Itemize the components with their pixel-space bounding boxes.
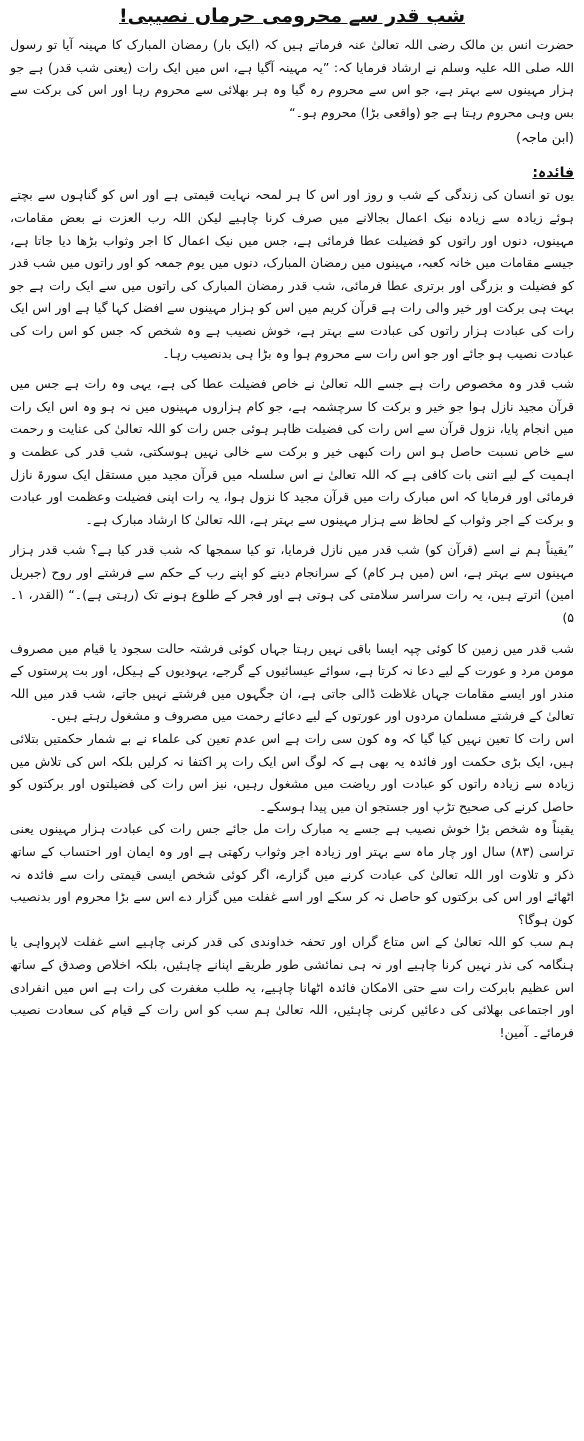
paragraph-6: ہم سب کو اللہ تعالیٰ کے اس متاع گراں اور تحفہ خداوندی کی قدر کرنی چاہیے اسے غفلت لاپرواہی یا ہنگامہ کی نذر نہیں کرنا چاہیے اور نہ ہی نمائشی طور طریقے اپنانے چاہئیں، بلکہ اخلاص وصدق کے ساتھ اس عظیم بابرکت رات سے حتی الامکان فائدہ اٹھانا چاہیے، یہ طلب مغفرت کی رات ہے اس میں انفرادی اور اجتماعی بھلائی کی دعائیں کرنی چاہئیں، اللہ تعالیٰ ہم سب کو اس رات کے قیام کی سعادت نصیب فرمائے۔ آمین! — [10, 934, 574, 1040]
paragraph-2: شب قدر وہ مخصوص رات ہے جسے اللہ تعالیٰ نے خاص فضیلت عطا کی ہے، یہی وہ رات ہے جس میں قرآن مجید نازل ہوا جو خیر و برکت کا سرچشمہ ہے، جو کام ہزاروں مہینوں میں نہ ہو وہ اس ایک رات میں انجام پایا، نزول قرآن سے اس رات کی فضیلت ظاہر ہوئی جس رات کو اللہ تعالیٰ کی عنایت و رحمت سے خاص نسبت حاصل ہو اس رات کبھی خیر و برکت سے خالی نہیں ہوسکتی، شب قدر کی عظمت و اہمیت کے لیے اتنی بات کافی ہے کہ اللہ تعالیٰ نے اس سلسلہ میں قرآن مجید میں مستقل ایک سورۃ نازل فرمائی اور فرمایا کہ اس مبارک رات میں قرآن مجید کا نزول ہوا، یہ رات اپنی فضیلت وعظمت اور عبادت و برکت کے اجر وثواب کے لحاظ سے ہزار مہینوں سے بہتر ہے، اللہ تعالیٰ کا ارشاد مبارک ہے۔ — [10, 376, 574, 527]
hadith-source: (ابن ماجہ) — [516, 131, 574, 147]
faida-heading: فائدہ: — [532, 165, 574, 182]
article-title: شب قدر سے محرومی حرماں نصیبی! — [119, 5, 465, 27]
paragraph-5: یقیناً وہ شخص بڑا خوش نصیب ہے جسے یہ مبارک رات مل جائے جس رات کی عبادت ہزار مہینوں یعنی تراسی (۸۳) سال اور چار ماہ سے بہتر اور زیادہ اجر وثواب رکھتی ہے اور وہ ایمان اور احتساب کے ساتھ ذکر و تلاوت اور اللہ تعالیٰ کی عبادت کرنے میں گزارے، اگر کوئی شخص ایسی قیمتی رات سے فائدہ نہ اٹھائے اور اس کی برکتوں کو حاصل نہ کر سکے اور اسے غفلت میں گزار دے اس سے بڑا محروم اور بدنصیب کون ہوگا؟ — [10, 821, 574, 927]
paragraph-4: اس رات کا تعین نہیں کیا گیا کہ وہ کون سی رات ہے اس عدم تعین کی علماء نے بے شمار حکمتیں بتلائی ہیں، ایک بڑی حکمت اور فائدہ یہ بھی ہے کہ لوگ اس ایک رات پر اکتفا نہ کرلیں بلکہ اس کی تلاش میں زیادہ سے زیادہ راتوں کو عبادت اور ریاضت میں مشغول رہیں، نیز اس رات کی فضیلتوں اور برکتوں کو حاصل کرنے کی صحیح تڑپ اور جستجو ان میں پیدا ہوسکے۔ — [10, 731, 574, 814]
paragraph-3: شب قدر میں زمین کا کوئی چپہ ایسا باقی نہیں رہتا جہاں کوئی فرشتہ حالت سجود یا قیام میں مصروف مومن مرد و عورت کے لیے دعا نہ کرتا ہے، سوائے عیسائیوں کے گرجے، یہودیوں کے ہیکل، اور بت پرستوں کے مندر اور ایسے مقامات جہاں غلاظت ڈالی جاتی ہے، ان جگہوں میں فرشتے نہیں جاتے، شب قدر میں اللہ تعالیٰ کے فرشتے مسلمان مردوں اور عورتوں کے لیے دعائے رحمت میں مصروف و مشغول رہتے ہیں۔ — [10, 640, 574, 724]
paragraph-1: یوں تو انسان کی زندگی کے شب و روز اور اس کا ہر لمحہ نہایت قیمتی ہے اور اس کو گناہوں سے بچتے ہوئے زیادہ سے زیادہ نیک اعمال بجالانے میں صرف کرنا چاہیے لیکن اللہ رب العزت نے بعض مقامات، مہینوں، دنوں اور راتوں کو فضیلت عطا فرمائی ہے، جس میں نیک اعمال کا اجر وثواب بڑھا دیا جاتا ہے، جیسے مقامات میں خانہ کعبہ، مہینوں میں رمضان المبارک، دنوں میں یوم جمعہ کو اور راتوں میں شب قدر کو فضیلت و بزرگی اور برتری عطا فرمائی، شب قدر رمضان المبارک کی راتوں میں سے ایک رات ہے جو بہت ہی برکت اور خیر والی رات ہے قرآن کریم میں اس کو ہزار مہینوں سے افضل کہا گیا ہے اور اس ایک رات کی عبادت ہزار راتوں کی عبادت سے بہتر ہے، خوش نصیب ہے وہ شخص کہ جس کو اس رات کی عبادت نصیب ہو جائے اور جو اس رات سے محروم ہوا وہ بڑا ہی بدنصیب رہا۔ — [10, 187, 574, 361]
hadith-text: حضرت انس بن مالک رضی اللہ تعالیٰ عنہ فرماتے ہیں کہ (ایک بار) رمضان المبارک کا مہینہ آیا تو رسول اللہ صلی اللہ علیہ وسلم نے ارشاد فرمایا کہ: ”یہ مہینہ آگیا ہے، اس میں ایک رات (یعنی شب قدر) ہے جو ہزار مہینوں سے بہتر ہے، جو اس سے محروم رہ گیا وہ ہر بھلائی سے محروم رہا اور اس کی برکت سے بس وہی محروم رہتا ہے جو (واقعی بڑا) محروم ہو۔“ — [10, 37, 574, 120]
quran-quote: ”یقیناً ہم نے اسے (قرآن کو) شب قدر میں نازل فرمایا، تو کیا سمجھا کہ شب قدر کیا ہے؟ شب قدر ہزار مہینوں سے بہتر ہے، اس (میں ہر کام) کے سرانجام دینے کو اپنے رب کے حکم سے فرشتے اور روح (جبریل امین) اترتے ہیں، یہ رات سراسر سلامتی کی ہوتی ہے اور فجر کے طلوع ہونے تک (رہتی ہے)۔“ (القدر، ۱۔۵) — [10, 542, 574, 626]
